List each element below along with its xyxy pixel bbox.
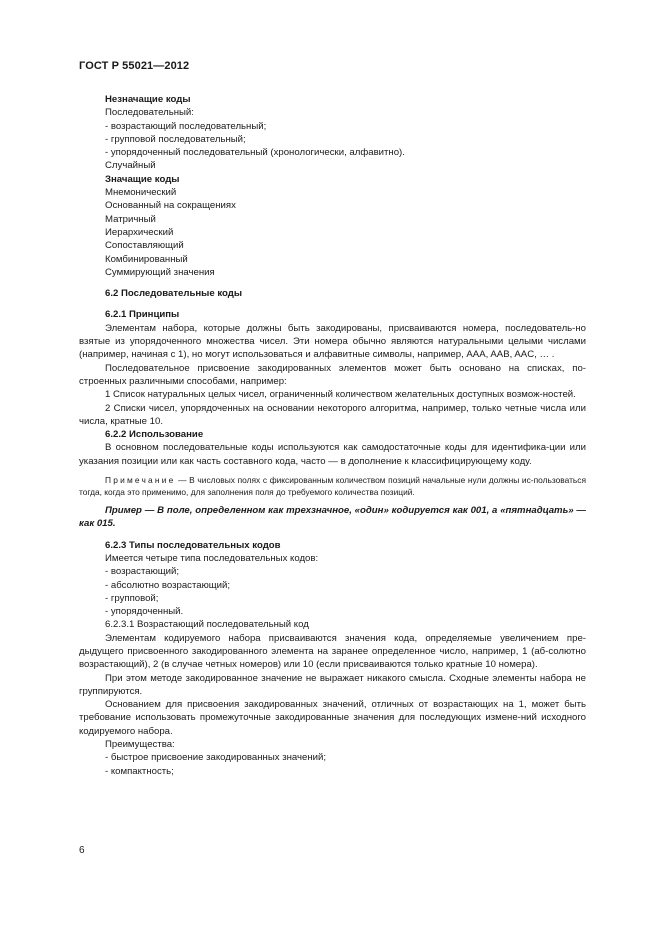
list-item: Мнемонический — [105, 187, 177, 199]
list-item: Иерархический — [105, 226, 174, 238]
subsubsection-heading: 6.2.3.1 Возрастающий последовательный код — [105, 619, 309, 631]
note-label: Примечание — [105, 475, 176, 486]
page-body — [79, 93, 586, 778]
list-item: - упорядоченный. — [105, 606, 184, 618]
note — [79, 474, 586, 498]
list-item: - компактность; — [105, 765, 174, 777]
paragraph: При этом методе закодированное значение не выражает никакого смысла. Сходные элементы набора не группируются. — [79, 672, 586, 697]
section-title: Значащие коды — [105, 173, 180, 185]
list-item: Суммирующий значения — [105, 266, 215, 278]
list-item: - возрастающий; — [105, 566, 180, 578]
list-item: - групповой; — [105, 592, 159, 604]
paragraph: Преимущества: — [105, 739, 175, 751]
paragraph: Основанием для присвоения закодированных значений, отличных от возрастающих на 1, может быть требование использовать промежуточные закодированные значения для последующих измене-ний исходного кодируемого набора. — [79, 699, 586, 737]
paragraph: Имеется четыре типа последовательных кодов: — [105, 552, 319, 564]
list-item: - групповой последовательный; — [105, 133, 246, 145]
list-item: - абсолютно возрастающий; — [105, 579, 231, 591]
document-header: ГОСТ Р 55021—2012 — [79, 60, 190, 72]
subsection-heading: 6.2.3 Типы последовательных кодов — [105, 539, 281, 551]
list-item: - возрастающий последовательный; — [105, 120, 267, 132]
list-item: Случайный — [105, 160, 156, 172]
paragraph: В основном последовательные коды используются как самодостаточные коды для идентифика-ции или указания позиции или как часть составного кода, часто — в дополнение к классифицирующему коду. — [79, 442, 586, 467]
list-item: Основанный на сокращениях — [105, 200, 236, 212]
list-item: Матричный — [105, 213, 156, 225]
section-heading: 6.2 Последовательные коды — [105, 288, 243, 300]
paragraph: Элементам кодируемого набора присваиваются значения кода, определяемые увеличением пре-дыдущего присвоенного закодированного элемента на заранее определенное число, например, 1 (аб-солютно возрастающий), 2 (в случае четных номеров) или 10 (если присваиваются только кратные 10 номера). — [79, 632, 586, 671]
list-item: Сопоставляющий — [105, 240, 184, 252]
list-item: Комбинированный — [105, 253, 188, 265]
list-item: - упорядоченный последовательный (хронологически, алфавитно). — [105, 147, 405, 159]
subsection-heading: 6.2.2 Использование — [105, 429, 204, 441]
subheading: Последовательный: — [105, 107, 194, 119]
paragraph: Элементам набора, которые должны быть закодированы, присваиваются номера, последователь-но взятые из упорядоченного множества чисел. Эти номера обычно являются натуральными целыми числами (например, начиная с 1), но могут использоваться и алфавитные символы, например, AAA, AAB, AAC, … . — [79, 322, 586, 361]
subsection-heading: 6.2.1 Принципы — [105, 309, 180, 321]
example: Пример — В поле, определенном как трехзначное, «один» кодируется как 001, а «пятнадцать» — как 015. — [79, 505, 586, 530]
list-item: - быстрое присвоение закодированных значений; — [105, 752, 327, 764]
paragraph: Последовательное присвоение закодированных элементов может быть основано на списках, по-строенных различными способами, например: — [79, 362, 586, 387]
section-title: Незначащие коды — [105, 94, 191, 105]
page-number: 6 — [79, 845, 85, 856]
paragraph: 2 Списки чисел, упорядоченных на основании некоторого алгоритма, например, только четные числа или числа, кратные 10. — [79, 402, 586, 427]
note-text: — В числовых полях с фиксированным количеством позиций начальные нули должны ис-пользоваться тогда, когда это применимо, для заполнения поля до требуемого количества позиций. — [79, 475, 586, 498]
paragraph: 1 Список натуральных целых чисел, ограниченный количеством желательных доступных возмож-ностей. — [105, 389, 576, 401]
